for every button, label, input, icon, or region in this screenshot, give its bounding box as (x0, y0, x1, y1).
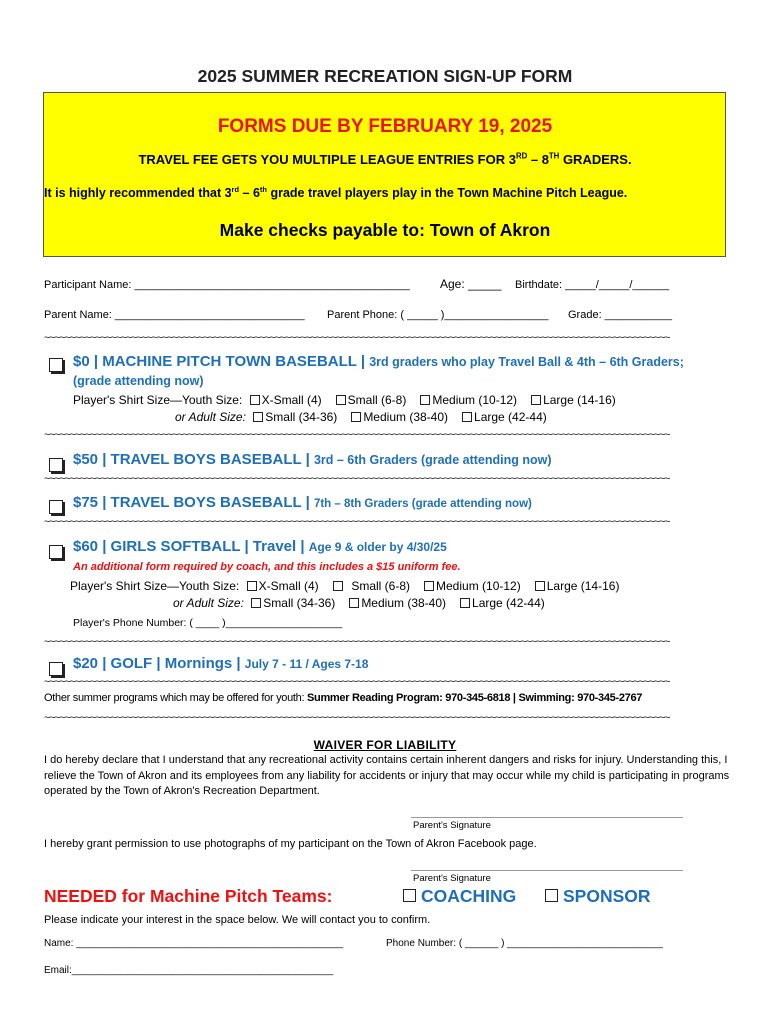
machine-pitch-checkbox[interactable] (49, 358, 63, 372)
travel-boys-7-8-checkbox[interactable] (49, 500, 63, 514)
softball-youth-l-checkbox[interactable] (535, 581, 545, 591)
adult-m-checkbox[interactable] (351, 412, 361, 422)
adult-l-checkbox[interactable] (462, 412, 472, 422)
parent-phone-field[interactable]: Parent Phone: ( _____ )_________________ (327, 309, 549, 321)
other-programs-line: Other summer programs which may be offered for youth: Summer Reading Program: 970-345-6818 | Swimming: 970-345-2767 (44, 692, 643, 704)
volunteer-email-field[interactable]: Email:_______________________________________________ (44, 965, 334, 976)
divider: ~~~~~~~~~~~~~~~~~~~~~~~~~~~~~~~~~~~~~~~~~~~~~~~~~~~~~~~~~~~~~~~~~~~~~~~~~~~~~~~~~~~~~~~~~~~~~~~~~~~~~~~~~~~~~~~~~~~~~~~~~~ (44, 473, 670, 485)
interest-instruction: Please indicate your interest in the space below. We will contact you to confirm. (44, 914, 431, 926)
player-phone-field[interactable]: Player's Phone Number: ( ____ )____________________ (73, 617, 343, 629)
softball-adult-l-checkbox[interactable] (460, 598, 470, 608)
needed-heading: NEEDED for Machine Pitch Teams: (44, 886, 333, 906)
travel-boys-7-8-option: $75 | TRAVEL BOYS BASEBALL | 7th – 8th Graders (grade attending now) (73, 494, 532, 511)
girls-softball-checkbox[interactable] (49, 545, 63, 559)
parent-signature-line-2[interactable] (411, 870, 683, 871)
volunteer-name-field[interactable]: Name: ________________________________________________ (44, 938, 344, 949)
checks-payable-line: Make checks payable to: Town of Akron (219, 220, 551, 240)
softball-youth-m-checkbox[interactable] (424, 581, 434, 591)
travel-boys-3-6-checkbox[interactable] (49, 458, 63, 472)
form-year: 2025 (197, 66, 237, 86)
travel-fee-line: TRAVEL FEE GETS YOU MULTIPLE LEAGUE ENTRIES FOR 3RD – 8TH GRADERS. (138, 151, 632, 167)
softball-adult-sizes: or Adult Size: Small (34-36) Medium (38-40) Large (42-44) (173, 596, 545, 610)
birthdate-field[interactable]: Birthdate: _____/_____/______ (515, 279, 670, 291)
parent-signature-label-2: Parent's Signature (413, 873, 491, 884)
youth-l-checkbox[interactable] (531, 395, 541, 405)
youth-xs-checkbox[interactable] (250, 395, 260, 405)
machine-pitch-grade-note: (grade attending now) (73, 374, 204, 388)
form-title (0, 66, 770, 87)
softball-youth-s-checkbox[interactable] (333, 581, 343, 591)
divider: ~~~~~~~~~~~~~~~~~~~~~~~~~~~~~~~~~~~~~~~~~~~~~~~~~~~~~~~~~~~~~~~~~~~~~~~~~~~~~~~~~~~~~~~~~~~~~~~~~~~~~~~~~~~~~~~~~~~~~~~~~~ (44, 712, 670, 724)
age-field[interactable]: Age: _____ (440, 277, 502, 291)
softball-uniform-note: An additional form required by coach, and this includes a $15 uniform fee. (73, 561, 461, 573)
softball-youth-sizes: Player's Shirt Size—Youth Size: X-Small (4) Small (6-8) Medium (10-12) Large (14-16) (70, 579, 620, 593)
sponsor-checkbox[interactable] (545, 889, 558, 902)
coaching-checkbox[interactable] (403, 889, 416, 902)
sponsor-option[interactable]: SPONSOR (545, 886, 651, 907)
parent-name-field[interactable]: Parent Name: _______________________________ (44, 309, 305, 321)
softball-adult-m-checkbox[interactable] (349, 598, 359, 608)
golf-checkbox[interactable] (49, 662, 63, 676)
volunteer-phone-field[interactable]: Phone Number: ( ______ ) ____________________________ (386, 938, 663, 949)
youth-m-checkbox[interactable] (420, 395, 430, 405)
divider: ~~~~~~~~~~~~~~~~~~~~~~~~~~~~~~~~~~~~~~~~~~~~~~~~~~~~~~~~~~~~~~~~~~~~~~~~~~~~~~~~~~~~~~~~~~~~~~~~~~~~~~~~~~~~~~~~~~~~~~~~~~ (44, 516, 670, 528)
machine-pitch-adult-sizes: or Adult Size: Small (34-36) Medium (38-40) Large (42-44) (175, 410, 547, 424)
coaching-option[interactable]: COACHING (403, 886, 516, 907)
machine-pitch-youth-sizes: Player's Shirt Size—Youth Size: X-Small (4) Small (6-8) Medium (10-12) Large (14-16) (73, 393, 616, 407)
golf-option: $20 | GOLF | Mornings | July 7 - 11 / Ages 7-18 (73, 655, 369, 672)
machine-pitch-option: $0 | MACHINE PITCH TOWN BASEBALL | 3rd graders who play Travel Ball & 4th – 6th Graders; (73, 353, 684, 370)
divider: ~~~~~~~~~~~~~~~~~~~~~~~~~~~~~~~~~~~~~~~~~~~~~~~~~~~~~~~~~~~~~~~~~~~~~~~~~~~~~~~~~~~~~~~~~~~~~~~~~~~~~~~~~~~~~~~~~~~~~~~~~~ (44, 332, 670, 344)
recommendation-line: It is highly recommended that 3rd – 6th grade travel players play in the Town Machine Pitch League. (44, 184, 628, 200)
parent-signature-line[interactable] (411, 817, 683, 818)
girls-softball-option: $60 | GIRLS SOFTBALL | Travel | Age 9 & older by 4/30/25 (73, 538, 447, 555)
youth-s-checkbox[interactable] (336, 395, 346, 405)
waiver-title: WAIVER FOR LIABILITY (313, 738, 457, 752)
travel-boys-3-6-option: $50 | TRAVEL BOYS BASEBALL | 3rd – 6th Graders (grade attending now) (73, 451, 552, 468)
divider: ~~~~~~~~~~~~~~~~~~~~~~~~~~~~~~~~~~~~~~~~~~~~~~~~~~~~~~~~~~~~~~~~~~~~~~~~~~~~~~~~~~~~~~~~~~~~~~~~~~~~~~~~~~~~~~~~~~~~~~~~~~ (44, 636, 670, 648)
divider: ~~~~~~~~~~~~~~~~~~~~~~~~~~~~~~~~~~~~~~~~~~~~~~~~~~~~~~~~~~~~~~~~~~~~~~~~~~~~~~~~~~~~~~~~~~~~~~~~~~~~~~~~~~~~~~~~~~~~~~~~~~ (44, 676, 670, 688)
due-date-heading: FORMS DUE BY FEBRUARY 19, 2025 (217, 116, 553, 137)
softball-adult-s-checkbox[interactable] (251, 598, 261, 608)
softball-youth-xs-checkbox[interactable] (247, 581, 257, 591)
form-title-text: SUMMER RECREATION SIGN-UP FORM (241, 66, 573, 86)
divider: ~~~~~~~~~~~~~~~~~~~~~~~~~~~~~~~~~~~~~~~~~~~~~~~~~~~~~~~~~~~~~~~~~~~~~~~~~~~~~~~~~~~~~~~~~~~~~~~~~~~~~~~~~~~~~~~~~~~~~~~~~~ (44, 429, 670, 441)
photo-permission-text: I hereby grant permission to use photographs of my participant on the Town of Akron Facebook page. (44, 838, 537, 850)
grade-field[interactable]: Grade: ___________ (568, 309, 672, 321)
waiver-text: I do hereby declare that I understand that any recreational activity contains certain inherent dangers and risks for injury. Understanding this, I relieve the Town of Akron and its employees from any liability for accidents or injury that may occur while my child is participating in programs operated by the Town of Akron's Recreation Department. (44, 754, 730, 797)
participant-name-field[interactable]: Participant Name: _____________________________________________ (44, 279, 410, 291)
parent-signature-label: Parent's Signature (413, 820, 491, 831)
adult-s-checkbox[interactable] (253, 412, 263, 422)
